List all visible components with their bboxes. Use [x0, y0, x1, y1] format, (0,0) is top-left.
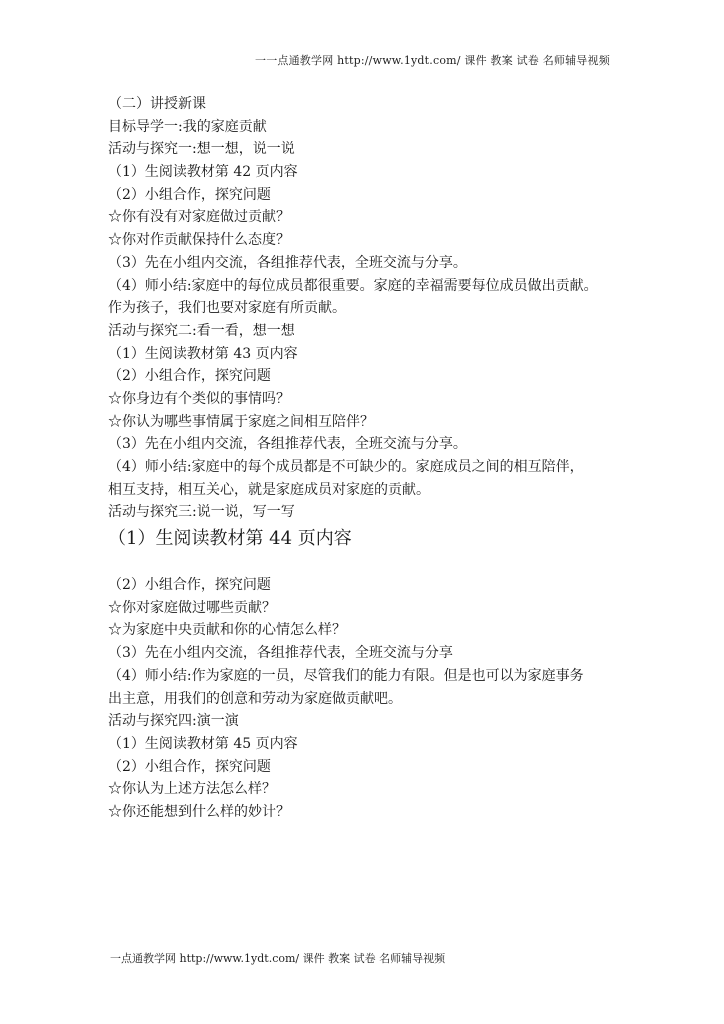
activity-heading: 活动与探究三:说一说，写一写 [108, 504, 295, 521]
question-line: ☆你对作贡献保持什么态度？ [108, 232, 290, 249]
step-line: （2）小组合作，探究问题 [108, 368, 271, 385]
step-line: （1）生阅读教材第 43 页内容 [108, 345, 298, 362]
step-line: （3）先在小组内交流，各组推荐代表，全班交流与分享。 [108, 254, 467, 271]
step-line: （2）小组合作，探究问题 [108, 186, 271, 203]
question-line: ☆你认为哪些事情属于家庭之间相互陪伴？ [108, 413, 374, 430]
lesson-body [108, 93, 628, 824]
step-line: （2）小组合作，探究问题 [108, 577, 271, 594]
question-line: ☆为家庭中央贡献和你的心情怎么样？ [108, 622, 346, 639]
summary-line: 作为孩子，我们也要对家庭有所贡献。 [108, 300, 346, 317]
step-line: （1）生阅读教材第 44 页内容 [108, 528, 352, 550]
step-line: （3）先在小组内交流，各组推荐代表，全班交流与分享 [108, 645, 453, 662]
question-line: ☆你还能想到什么样的妙计？ [108, 803, 290, 820]
section-heading: （二）讲授新课 [108, 96, 206, 112]
page-header: 一一点通教学网 http://www.1ydt.com/ 课件 教案 试卷 名师辅导视频 [255, 54, 610, 67]
question-line: ☆你认为上述方法怎么样？ [108, 781, 276, 798]
summary-line: 相互支持，相互关心，就是家庭成员对家庭的贡献。 [108, 481, 430, 498]
activity-heading: 活动与探究一:想一想，说一说 [108, 141, 295, 158]
summary-line: （4）师小结:作为家庭的一员，尽管我们的能力有限。但是也可以为家庭事务 [108, 667, 584, 684]
step-line: （2）小组合作，探究问题 [108, 758, 271, 775]
summary-line: （4）师小结:家庭中的每位成员都很重要。家庭的幸福需要每位成员做出贡献。 [108, 277, 598, 294]
question-line: ☆你对家庭做过哪些贡献？ [108, 599, 276, 616]
page-footer: 一点通教学网 http://www.1ydt.com/ 课件 教案 试卷 名师辅导视频 [110, 952, 446, 965]
question-line: ☆你身边有个类似的事情吗？ [108, 390, 290, 407]
paragraph-gap [108, 554, 628, 574]
summary-line: 出主意，用我们的创意和劳动为家庭做贡献吧。 [108, 690, 402, 707]
activity-heading: 活动与探究四:演一演 [108, 713, 239, 730]
summary-line: （4）师小结:家庭中的每个成员都是不可缺少的。家庭成员之间的相互陪伴， [108, 459, 584, 475]
goal-heading: 目标导学一:我的家庭贡献 [108, 118, 267, 135]
step-line: （1）生阅读教材第 45 页内容 [108, 735, 298, 752]
step-line: （1）生阅读教材第 42 页内容 [108, 164, 298, 181]
question-line: ☆你有没有对家庭做过贡献？ [108, 209, 290, 226]
step-line: （3）先在小组内交流，各组推荐代表，全班交流与分享。 [108, 436, 467, 453]
activity-heading: 活动与探究二:看一看，想一想 [108, 322, 295, 339]
